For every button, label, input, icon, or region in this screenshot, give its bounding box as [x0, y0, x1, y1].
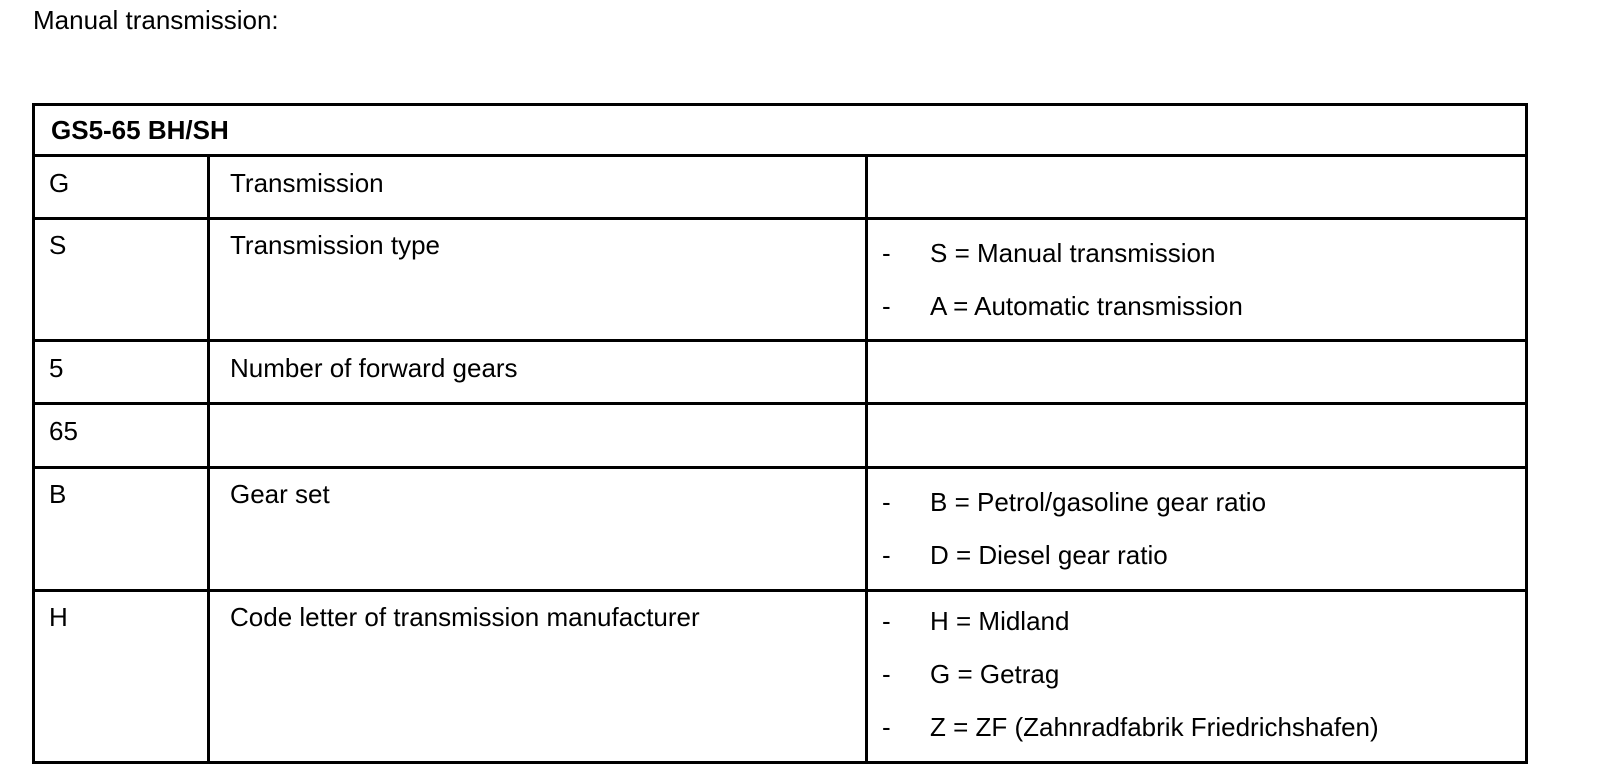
bullet-dash: -: [882, 659, 891, 689]
option-text: G = Getrag: [930, 659, 1060, 689]
option-list: [868, 469, 1525, 574]
description-cell: Gear set: [209, 468, 867, 591]
list-item: [868, 238, 1525, 291]
bullet-dash: -: [882, 487, 891, 517]
list-item: [868, 606, 1525, 659]
bullet-dash: -: [882, 606, 891, 636]
code-cell: 5: [34, 341, 209, 404]
intro-text: Manual transmission:: [33, 5, 279, 35]
table-header-cell: [34, 105, 1527, 156]
list-item: [868, 712, 1525, 746]
code-cell: G: [34, 156, 209, 219]
option-text: B = Petrol/gasoline gear ratio: [930, 487, 1267, 517]
list-item: [868, 487, 1525, 540]
options-cell: [867, 591, 1527, 763]
option-text: Z = ZF (Zahnradfabrik Friedrichshafen): [930, 712, 1379, 742]
list-item: [868, 291, 1525, 325]
list-item: [868, 659, 1525, 712]
option-list: [868, 592, 1525, 746]
options-cell: [867, 156, 1527, 219]
code-cell: H: [34, 591, 209, 763]
bullet-dash: -: [882, 291, 891, 321]
bullet-dash: -: [882, 540, 891, 570]
description-cell: Transmission type: [209, 219, 867, 341]
options-cell: [867, 468, 1527, 591]
option-list: [868, 220, 1525, 325]
bullet-dash: -: [882, 238, 891, 268]
transmission-code-table: [32, 103, 1528, 764]
description-cell: Transmission: [209, 156, 867, 219]
bullet-dash: -: [882, 712, 891, 742]
description-cell: Number of forward gears: [209, 341, 867, 404]
table-row: [34, 404, 1527, 468]
options-cell: [867, 404, 1527, 468]
table-row: [34, 219, 1527, 341]
description-cell: [209, 404, 867, 468]
description-cell: Code letter of transmission manufacturer: [209, 591, 867, 763]
table-row: [34, 591, 1527, 763]
option-text: D = Diesel gear ratio: [930, 540, 1168, 570]
option-text: H = Midland: [930, 606, 1070, 636]
table-row: [34, 468, 1527, 591]
table-row: [34, 156, 1527, 219]
table-header-row: [34, 105, 1527, 156]
code-cell: 65: [34, 404, 209, 468]
code-cell: B: [34, 468, 209, 591]
transmission-code-title: GS5-65 BH/SH: [51, 115, 229, 145]
list-item: [868, 540, 1525, 574]
options-cell: [867, 341, 1527, 404]
option-text: S = Manual transmission: [930, 238, 1216, 268]
table-row: [34, 341, 1527, 404]
option-text: A = Automatic transmission: [930, 291, 1243, 321]
options-cell: [867, 219, 1527, 341]
code-cell: S: [34, 219, 209, 341]
